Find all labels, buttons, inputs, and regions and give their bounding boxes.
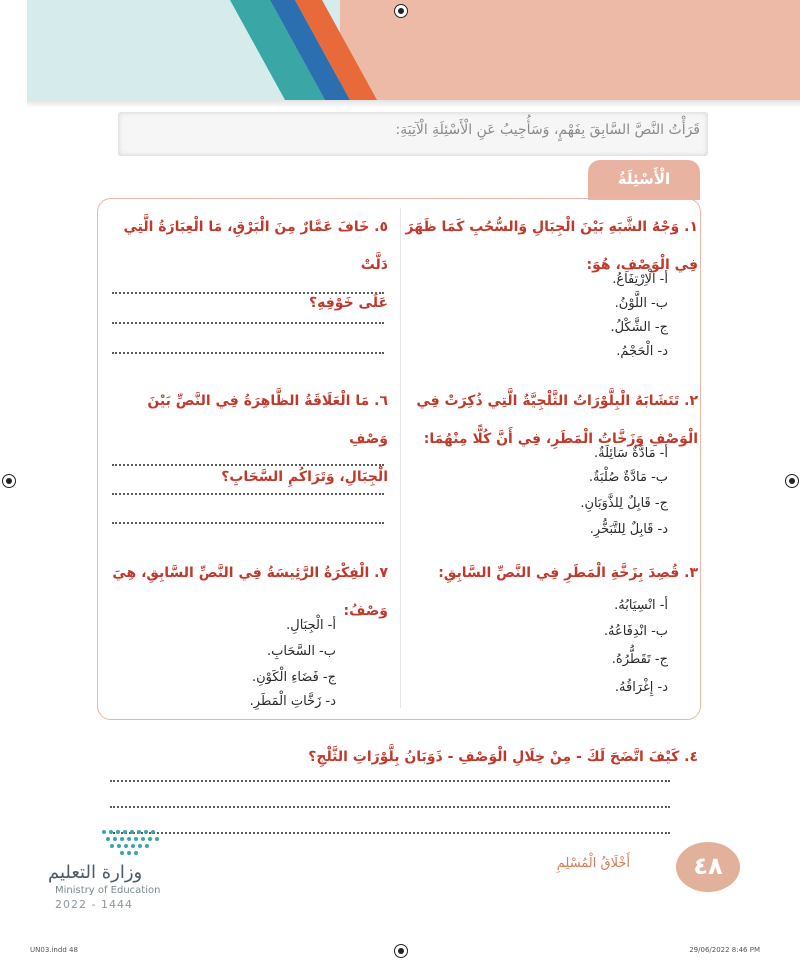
q2-line2: الْوَصْفِ وَزَخَّاتُ الْمَطَرِ، فِي أَنَّ كُلًّا مِنْهُمَا:	[423, 431, 698, 447]
q2-option-c[interactable]: ج- قَابِلٌ لِلذَّوَبَانِ.	[580, 496, 668, 511]
q2-option-b[interactable]: ب- مَادَّةٌ صُلْبَةٌ.	[588, 470, 668, 485]
edition-year: 2022 - 1444	[55, 898, 133, 911]
q3-option-a[interactable]: أ- انْسِيَابُهُ.	[614, 598, 668, 613]
q5-line2: عَلَى خَوْفِهِ؟	[309, 295, 388, 311]
header-band-peach	[340, 0, 800, 100]
q3-option-c[interactable]: ج- تَقَطُّرُهُ.	[611, 652, 668, 667]
q6-line1: ٦. مَا الْعَلَاقَةُ الظَّاهِرَةُ فِي النَّصِّ بَيْنَ وَصْفِ	[147, 393, 388, 447]
q1-option-b[interactable]: ب- اللَّوْنُ.	[614, 296, 668, 311]
q5-answer-line-3[interactable]	[112, 352, 384, 354]
q5-line1: ٥. خَافَ عَمَّارٌ مِنَ الْبَرْقِ، مَا الْعِبَارَةُ الَّتِي دَلَّتْ	[123, 219, 388, 273]
q3-option-d[interactable]: د- إِغْرَاقُهُ.	[614, 680, 668, 695]
q7-option-c[interactable]: ج- فَضَاءِ الْكَوْنِ.	[251, 670, 336, 685]
q6-answer-line-3[interactable]	[112, 522, 384, 524]
instruction-text: قَرَأْتُ النَّصَّ السَّابِقَ بِفَهْمٍ، وَسَأُجِيبُ عَنِ الْأَسْئِلَةِ الْآتِيَةِ:	[395, 122, 700, 138]
q3-text	[398, 554, 698, 592]
q4-answer-line-1[interactable]	[110, 780, 670, 782]
file-slug: UN03.indd 48	[30, 946, 78, 954]
q5-text	[106, 208, 388, 322]
print-timestamp: 29/06/2022 8:46 PM	[689, 946, 760, 954]
q1-line1: ١. وَجْهُ الشَّبَهِ بَيْنَ الْجِبَالِ وَالسُّحُبِ كَمَا ظَهَرَ	[405, 219, 698, 235]
q3-option-b[interactable]: ب- انْدِفَاعُهُ.	[603, 624, 668, 639]
q4-answer-line-3[interactable]	[110, 832, 670, 834]
q2-option-d[interactable]: د- قَابِلٌ لِلتَّبَخُّرِ.	[589, 522, 668, 537]
q1-option-d[interactable]: د- الْحَجْمُ.	[616, 344, 668, 359]
q7-option-a[interactable]: أ- الْجِبَالِ.	[286, 618, 336, 633]
registration-mark-right	[785, 474, 799, 488]
header-shadow	[27, 100, 800, 108]
header-stripes	[230, 0, 380, 100]
ministry-name-en: Ministry of Education	[55, 885, 161, 896]
q7-option-d[interactable]: د- زَخَّاتِ الْمَطَرِ.	[249, 694, 336, 709]
q1-option-a[interactable]: أ- الْاِرْتِفَاعُ.	[612, 272, 668, 287]
ministry-name-ar: وزارة التعليم	[48, 862, 143, 883]
q5-answer-line-1[interactable]	[112, 292, 384, 294]
q7-line2: وَصْفُ:	[343, 603, 388, 619]
q7-text	[106, 554, 388, 630]
q4-answer-line-2[interactable]	[110, 806, 670, 808]
ministry-logo-icon	[100, 828, 162, 858]
q6-answer-line-1[interactable]	[112, 464, 384, 466]
q4-line1: ٤. كَيْفَ اتَّضَحَ لَكَ - مِنْ خِلَالِ الْوَصْفِ - ذَوَبَانُ بِلَّوْرَاتِ الثَّلْجِ؟	[308, 749, 698, 765]
q1-line2: فِي الْوَصْفِ، هُوَ:	[586, 257, 698, 273]
q7-line1: ٧. الْفِكْرَةُ الرَّئِيسَةُ فِي النَّصِّ السَّابِقِ، هِيَ	[112, 565, 388, 581]
q3-line1: ٣. قُصِدَ بِزَخَّةِ الْمَطَرِ فِي النَّصِّ السَّابِقِ:	[438, 565, 698, 581]
registration-mark-bottom	[394, 944, 408, 958]
q2-option-a[interactable]: أ- مَادَّةٌ سَائِلَةٌ.	[594, 446, 668, 461]
q6-text	[106, 382, 388, 496]
page-number: ٤٨	[693, 852, 723, 880]
q6-answer-line-2[interactable]	[112, 493, 384, 495]
book-title: أَخْلَاقُ الْمُسْلِمِ	[556, 856, 630, 871]
q6-line2: الْجِبَالِ، وَتَرَاكُمِ السَّحَابِ؟	[221, 469, 388, 485]
q7-option-b[interactable]: ب- السَّحَابِ.	[267, 644, 336, 659]
q1-option-c[interactable]: ج- الشَّكْلُ.	[610, 320, 668, 335]
q2-line1: ٢. تَتَشَابَهُ الْبِلَّوْرَاتُ الثَّلْجِيَّةُ الَّتِي ذُكِرَتْ فِي	[416, 393, 698, 409]
registration-mark-top	[394, 4, 408, 18]
q4-text	[118, 738, 698, 776]
q5-answer-line-2[interactable]	[112, 322, 384, 324]
questions-title: الْأَسْئِلَةُ	[617, 170, 671, 188]
registration-mark-left	[2, 474, 16, 488]
